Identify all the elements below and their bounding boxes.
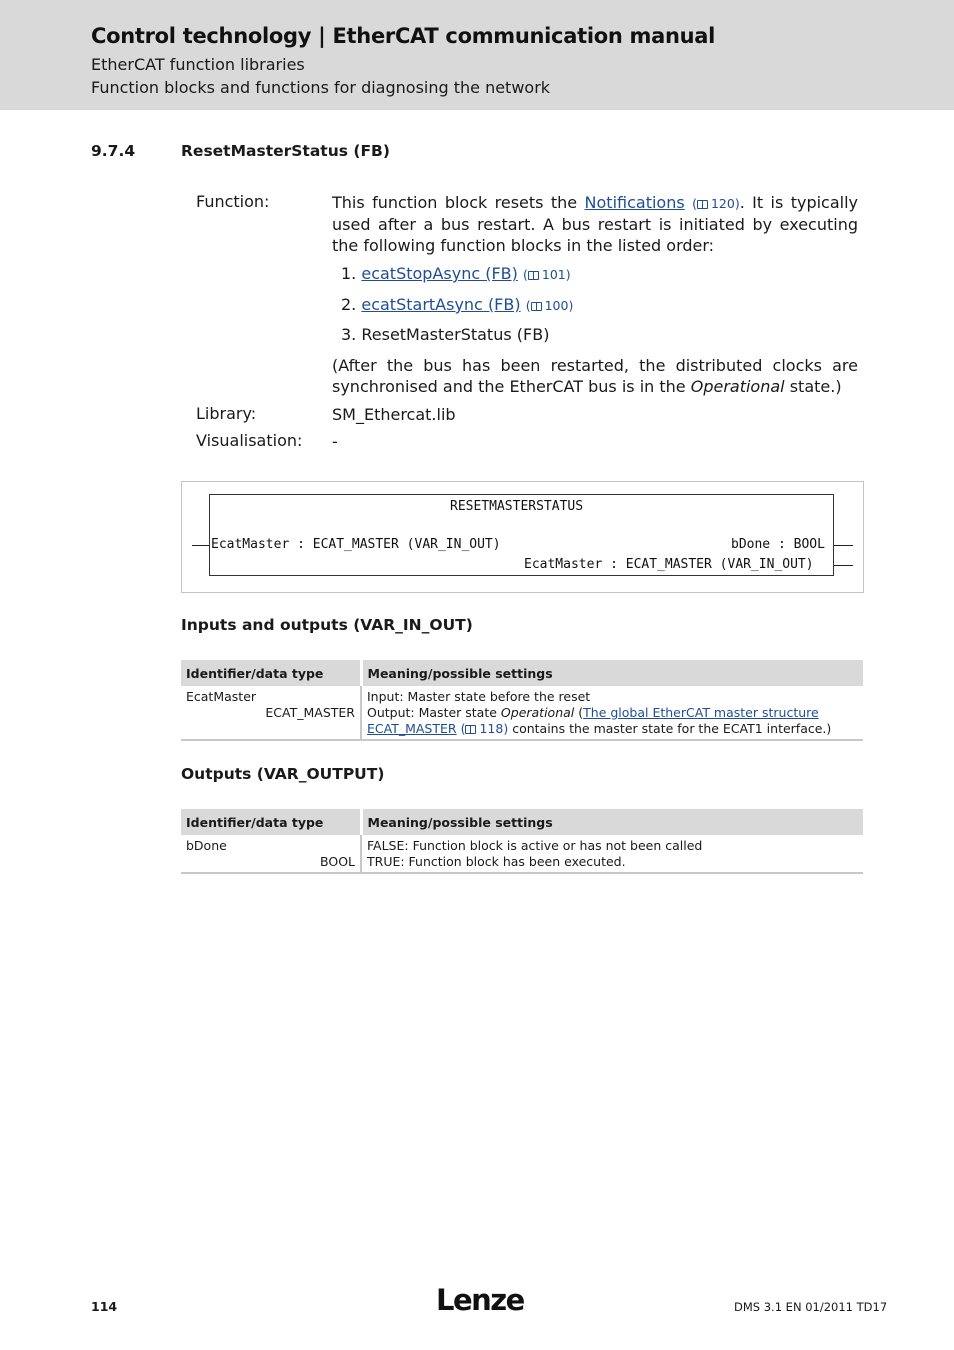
column-header: Identifier/data type [181, 660, 361, 686]
restart-note: (After the bus has been restarted, the distributed clocks are synchronised and the EtherCAT bus is in the Operational state.) [332, 356, 858, 396]
book-icon [465, 725, 476, 734]
list-item: 3. ResetMasterStatus (FB) [341, 325, 550, 344]
outputs-heading: Outputs (VAR_OUTPUT) [181, 765, 385, 783]
table-header-row [181, 809, 863, 835]
document-id: DMS 3.1 EN 01/2011 TD17 [734, 1300, 888, 1314]
list-item: 1. ecatStopAsync (FB) ( 101) [341, 264, 571, 283]
table-row [181, 835, 863, 873]
inout-heading: Inputs and outputs (VAR_IN_OUT) [181, 616, 473, 634]
visualisation-value: - [332, 432, 338, 451]
identifier: EcatMaster [186, 689, 257, 704]
identifier-cell [181, 835, 361, 873]
visualisation-label: Visualisation: [196, 431, 303, 450]
table-header-row [181, 660, 863, 686]
function-description: This function block resets the Notifications ( 120). It is typically used after a bus restart. A bus restart is initiated by executing the following function blocks in the listed order: [332, 193, 859, 255]
identifier: bDone [186, 838, 227, 853]
data-type: BOOL [320, 854, 355, 869]
meaning-cell: FALSE: Function block is active or has not been called TRUE: Function block has been executed. [361, 835, 863, 873]
column-header: Meaning/possible settings [361, 660, 863, 686]
library-label: Library: [196, 404, 257, 423]
table-row [181, 686, 863, 740]
column-header: Meaning/possible settings [361, 809, 863, 835]
list-item: 2. ecatStartAsync (FB) ( 100) [341, 295, 574, 314]
book-icon [697, 200, 708, 209]
page-header [0, 0, 954, 110]
page-ref[interactable]: ( 118) [460, 721, 509, 736]
ecatstartasync-link[interactable]: ecatStartAsync (FB) [361, 295, 521, 314]
page-number: 114 [91, 1299, 118, 1314]
input-pin [192, 545, 209, 546]
output-pin [834, 565, 853, 566]
output-ecatmaster: EcatMaster : ECAT_MASTER (VAR_IN_OUT) [524, 557, 814, 572]
function-label: Function: [196, 192, 270, 211]
output-bdone: bDone : BOOL [731, 537, 825, 552]
inout-table [181, 660, 863, 741]
page-ref[interactable]: ( 120) [692, 196, 740, 211]
book-icon [528, 271, 539, 280]
output-pin [834, 545, 853, 546]
page-ref[interactable]: ( 101) [522, 267, 571, 282]
lenze-logo: Lenze [436, 1283, 524, 1317]
page-ref[interactable]: ( 100) [525, 298, 574, 313]
notifications-link[interactable]: Notifications [584, 193, 685, 212]
section-context: Function blocks and functions for diagnosing the network [91, 78, 551, 97]
block-name: RESETMASTERSTATUS [450, 499, 584, 514]
ecatstopasync-link[interactable]: ecatStopAsync (FB) [361, 264, 518, 283]
section-number: 9.7.4 [91, 142, 136, 160]
section-title: ResetMasterStatus (FB) [181, 142, 390, 160]
outputs-table [181, 809, 863, 874]
chapter-title: EtherCAT function libraries [91, 55, 305, 74]
book-icon [531, 302, 542, 311]
input-ecatmaster: EcatMaster : ECAT_MASTER (VAR_IN_OUT) [211, 537, 501, 552]
identifier-cell [181, 686, 361, 740]
meaning-cell: Input: Master state before the reset Output: Master state Operational (The global EtherCAT master structure ECAT_MASTER ( 118) contains the master state for the ECAT1 interface.) [361, 686, 863, 740]
ecat-master-link[interactable]: ECAT_MASTER [367, 721, 457, 736]
manual-title: Control technology | EtherCAT communication manual [91, 24, 716, 48]
data-type: ECAT_MASTER [265, 705, 355, 720]
column-header: Identifier/data type [181, 809, 361, 835]
master-structure-link[interactable]: The global EtherCAT master structure [583, 705, 819, 720]
library-value: SM_Ethercat.lib [332, 405, 456, 424]
